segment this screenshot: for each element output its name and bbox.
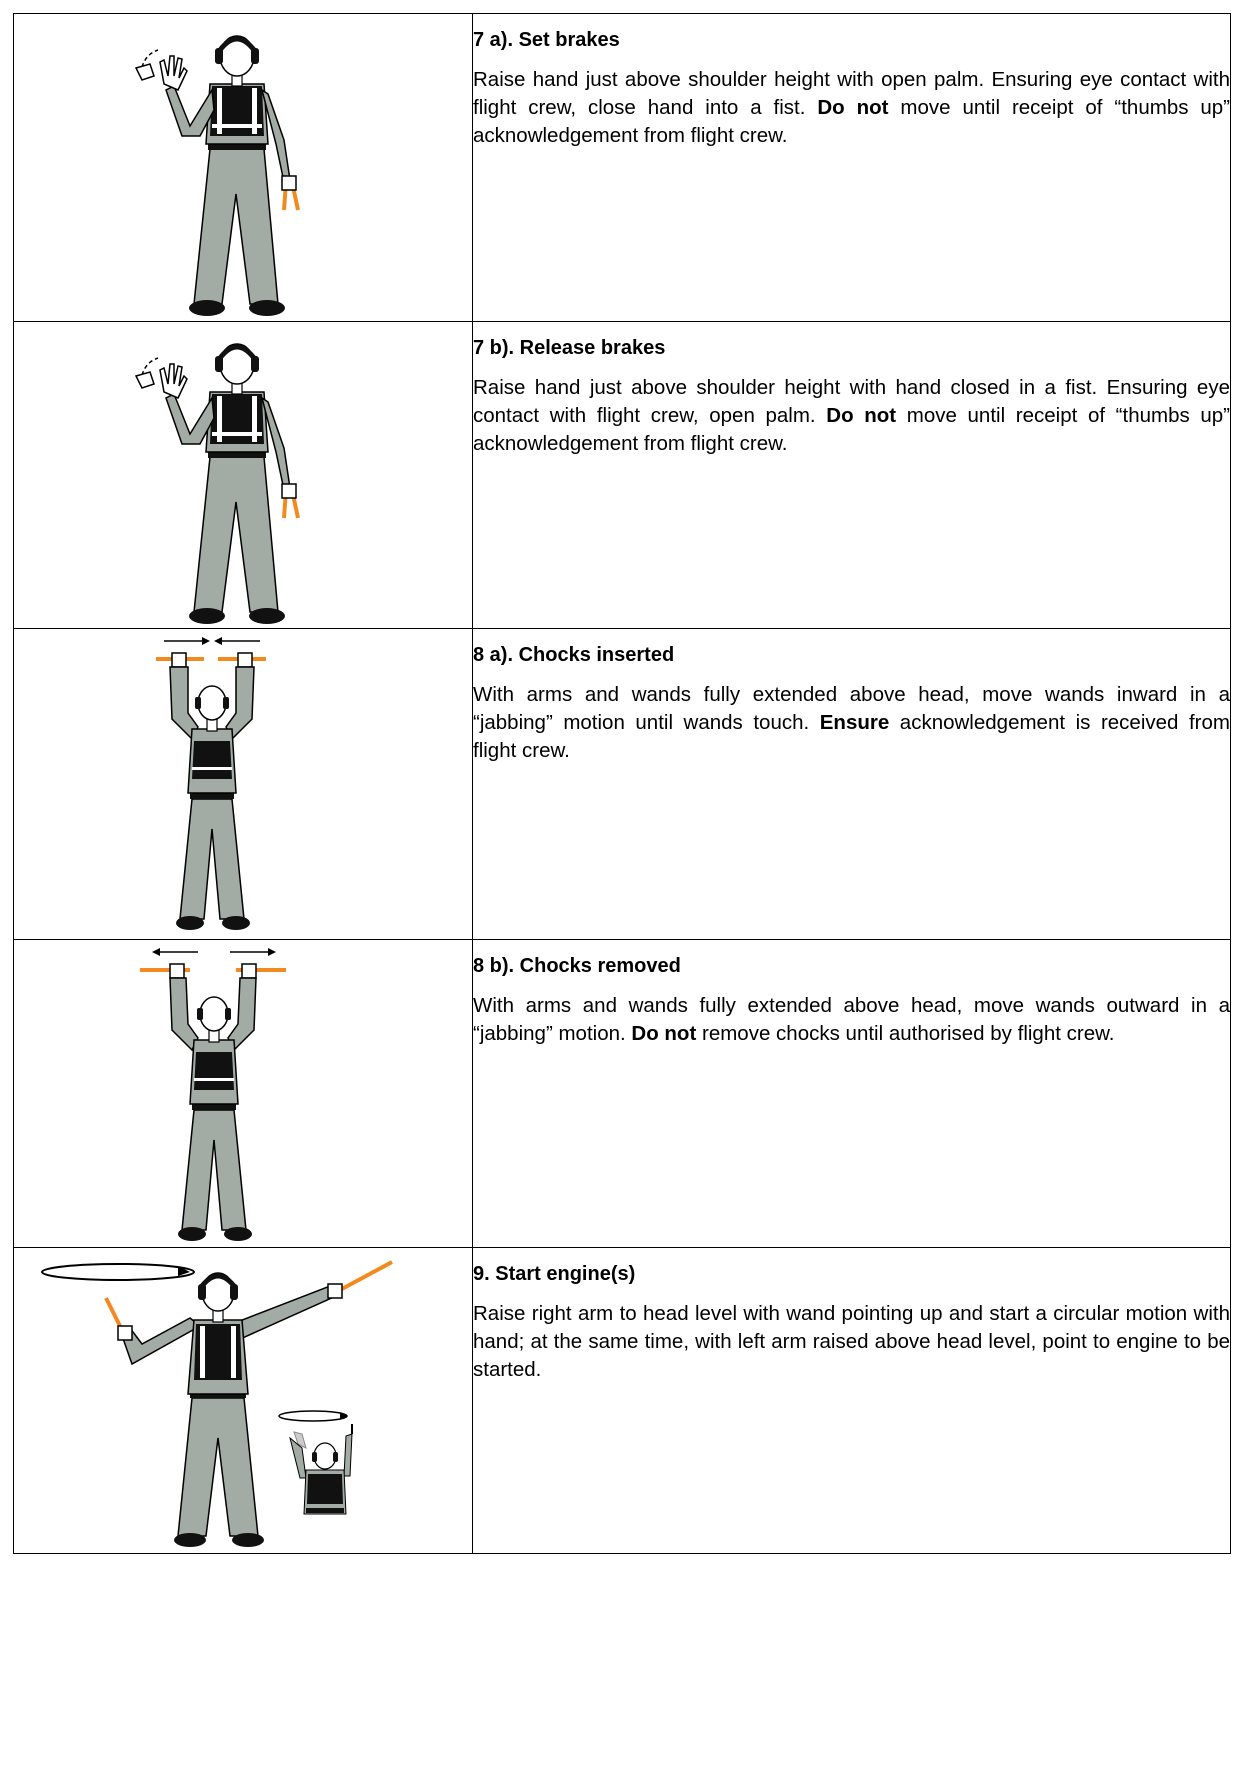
signal-title: 8 b). Chocks removed	[473, 955, 681, 977]
left-boot	[189, 300, 225, 316]
vest-stripe	[200, 1326, 205, 1378]
left-boot	[189, 608, 225, 624]
left-boot	[178, 1227, 206, 1241]
ear-defender-icon	[251, 48, 259, 64]
signal-description: With arms and wands fully extended above head, move wands inward in a “jabbing” motion until wands touch. Ensure acknowledgement is received from flight crew.	[473, 683, 1230, 762]
signal-title: 9. Start engine(s)	[473, 1263, 636, 1285]
pointing-wand	[340, 1262, 392, 1290]
right-boot	[222, 916, 250, 930]
inset-head	[314, 1443, 336, 1469]
right-boot	[224, 1227, 252, 1241]
signal-title: 7 a). Set brakes	[473, 29, 620, 51]
right-arm	[120, 1318, 200, 1364]
inset-circular-motion-icon	[279, 1411, 347, 1421]
hand	[282, 484, 296, 498]
description-cell	[473, 1248, 1231, 1554]
figure-cell	[14, 940, 473, 1248]
vest-stripe	[194, 1078, 234, 1081]
signal-row-chocks-inserted	[14, 629, 1231, 940]
inset-arm	[344, 1434, 352, 1476]
trousers	[194, 457, 278, 612]
vest-stripe	[212, 124, 262, 128]
description-cell	[473, 940, 1231, 1248]
fist-icon	[136, 372, 154, 388]
signal-title: 7 b). Release brakes	[473, 337, 666, 359]
circular-motion-icon	[42, 1264, 194, 1280]
signal-description: Raise hand just above shoulder height with open palm. Ensuring eye contact with flight crew, close hand into a fist. Do not move until receipt of “thumbs up” acknowledgement from flight crew.	[473, 68, 1231, 147]
vest-stripe	[231, 1326, 236, 1378]
description-cell	[473, 629, 1231, 940]
ear-defender-icon	[251, 356, 259, 372]
signal-description: With arms and wands fully extended above head, move wands outward in a “jabbing” motion. Do not remove chocks until authorised by flight crew.	[473, 994, 1230, 1045]
right-fist	[238, 653, 252, 667]
signal-row-release-brakes	[14, 322, 1231, 629]
signal-row-start-engines	[14, 1248, 1231, 1554]
signal-description: Raise hand just above shoulder height with hand closed in a fist. Ensuring eye contact with flight crew, open palm. Do not move until receipt of “thumbs up” acknowledgement from flight crew.	[473, 376, 1231, 455]
trousers	[194, 149, 278, 304]
description-cell	[473, 322, 1231, 629]
left-fist	[172, 653, 186, 667]
right-boot	[249, 300, 285, 316]
ear-defender-icon	[197, 1008, 203, 1020]
description-cell	[473, 14, 1231, 322]
trousers	[182, 1110, 246, 1230]
ear-defender-icon	[215, 48, 223, 64]
vest-stripe	[192, 767, 232, 770]
left-arm	[170, 978, 198, 1050]
ear-defender-icon	[215, 356, 223, 372]
trousers	[178, 1398, 258, 1536]
figure-cell	[14, 14, 473, 322]
left-boot	[176, 916, 204, 930]
right-hand	[118, 1326, 132, 1340]
marshaller-set-brakes-figure	[14, 14, 418, 319]
head	[198, 686, 226, 720]
right-arm	[226, 667, 254, 739]
raised-wand	[106, 1298, 122, 1330]
right-boot	[232, 1533, 264, 1547]
signal-title: 8 a). Chocks inserted	[473, 644, 675, 666]
left-arm	[232, 1286, 336, 1340]
inset-belt	[306, 1508, 344, 1513]
marshaller-release-brakes-figure	[14, 322, 418, 626]
ear-defender-icon	[230, 1284, 238, 1300]
ear-defender-icon	[333, 1452, 338, 1462]
signal-description: Raise right arm to head level with wand pointing up and start a circular motion with hand; at the same time, with left arm raised above head level, point to engine to be started.	[473, 1302, 1230, 1381]
ear-defender-icon	[198, 1284, 206, 1300]
inset-vest	[307, 1474, 343, 1504]
marshaller-chocks-removed-figure	[14, 940, 418, 1245]
signal-row-set-brakes	[14, 14, 1231, 322]
figure-cell	[14, 322, 473, 629]
ear-defender-icon	[225, 1008, 231, 1020]
right-arm	[228, 978, 256, 1050]
vest	[194, 1052, 234, 1090]
hand	[282, 176, 296, 190]
left-fist	[170, 964, 184, 978]
marshalling-signals-table	[13, 13, 1231, 1554]
trousers	[180, 799, 244, 919]
head	[200, 997, 228, 1031]
open-palm-icon	[160, 56, 187, 90]
vest-stripe	[212, 432, 262, 436]
left-arm	[170, 667, 198, 739]
vest	[192, 741, 232, 779]
ear-defender-icon	[195, 697, 201, 709]
right-fist	[242, 964, 256, 978]
figure-cell	[14, 1248, 473, 1554]
marshaller-chocks-inserted-figure	[14, 629, 418, 937]
marshaller-start-engines-figure	[14, 1248, 418, 1551]
ear-defender-icon	[312, 1452, 317, 1462]
open-palm-icon	[160, 364, 187, 398]
figure-cell	[14, 629, 473, 940]
signal-row-chocks-removed	[14, 940, 1231, 1248]
left-boot	[174, 1533, 206, 1547]
fist-icon	[136, 64, 154, 80]
ear-defender-icon	[223, 697, 229, 709]
left-hand	[328, 1284, 342, 1298]
right-boot	[249, 608, 285, 624]
